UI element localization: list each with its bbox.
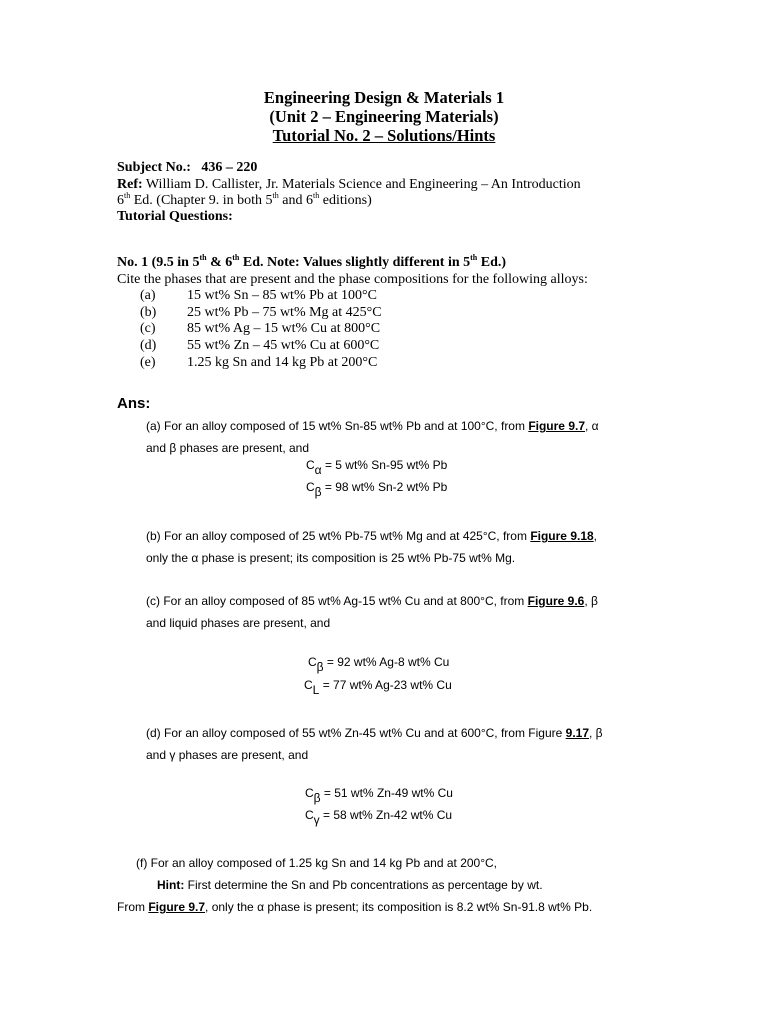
answer-a-line1: (a) For an alloy composed of 15 wt% Sn-85 wt% Pb and at 100°C, from Figure 9.7, α <box>146 419 599 433</box>
question-prompt: Cite the phases that are present and the phase compositions for the following alloys: <box>117 272 588 287</box>
question-item: (d) <box>140 338 157 353</box>
answer-b-line1: (b) For an alloy composed of 25 wt% Pb-75 wt% Mg and at 425°C, from Figure 9.18, <box>146 529 598 543</box>
subject-line: Subject No.: 436 – 220 <box>117 160 258 175</box>
question-heading: No. 1 (9.5 in 5th & 6th Ed. Note: Values slightly different in 5th Ed.) <box>117 253 507 270</box>
answer-d-equation-1: $C_\beta = 51$ wt% Zn-49 wt% Cu <box>305 786 453 805</box>
document-tutorial-title: Tutorial No. 2 – Solutions/Hints <box>272 126 496 145</box>
answer-c-line2: and liquid phases are present, and <box>146 616 331 630</box>
question-item-text: 25 wt% Pb – 75 wt% Mg at 425°C <box>187 305 382 320</box>
question-item-text: 55 wt% Zn – 45 wt% Cu at 600°C <box>187 338 380 353</box>
answer-c-equation-1: $C_\beta = 92$ wt% Ag-8 wt% Cu <box>308 655 450 674</box>
answer-c-equation-2: $C_L = 77$ wt% Ag-23 wt% Cu <box>304 678 452 697</box>
answer-f-line3: From Figure 9.7, only the α phase is present; its composition is 8.2 wt% Sn-91.8 wt% Pb. <box>117 900 593 914</box>
question-item: (a) <box>140 288 156 303</box>
question-item-text: 85 wt% Ag – 15 wt% Cu at 800°C <box>187 321 381 336</box>
answer-a-equation-2: $C_\beta = 98$ wt% Sn-2 wt% Pb <box>306 480 448 499</box>
answer-d-equation-2: $C_\gamma = 58$ wt% Zn-42 wt% Cu <box>305 808 453 827</box>
question-item: (c) <box>140 321 156 336</box>
question-item: (e) <box>140 355 156 370</box>
answer-d-line2: and γ phases are present, and <box>146 748 309 762</box>
question-item: (b) <box>140 305 157 320</box>
answer-c-line1: (c) For an alloy composed of 85 wt% Ag-15 wt% Cu and at 800°C, from Figure 9.6, β <box>146 594 598 608</box>
answer-f-line1: (f) For an alloy composed of 1.25 kg Sn and 14 kg Pb and at 200°C, <box>136 856 498 870</box>
answer-a-line2: and β phases are present, and <box>146 441 310 455</box>
question-item-text: 1.25 kg Sn and 14 kg Pb at 200°C <box>187 355 378 370</box>
answer-f-hint: Hint: First determine the Sn and Pb concentrations as percentage by wt. <box>157 878 543 892</box>
tutorial-questions-label: Tutorial Questions: <box>117 209 233 224</box>
document-title: Engineering Design & Materials 1 <box>263 88 505 107</box>
answer-b-line2: only the α phase is present; its composition is 25 wt% Pb-75 wt% Mg. <box>146 551 516 565</box>
document-subtitle: (Unit 2 – Engineering Materials) <box>269 107 499 126</box>
question-item-text: 15 wt% Sn – 85 wt% Pb at 100°C <box>187 288 377 303</box>
answers-heading: Ans: <box>117 395 151 412</box>
reference-line-2: 6th Ed. (Chapter 9. in both 5th and 6th editions) <box>117 191 372 208</box>
answer-a-equation-1: $C_\alpha = 5$ wt% Sn-95 wt% Pb <box>306 458 448 477</box>
reference-line: Ref: William D. Callister, Jr. Materials Science and Engineering – An Introduction <box>117 177 581 192</box>
answer-d-line1: (d) For an alloy composed of 55 wt% Zn-45 wt% Cu and at 600°C, from Figure 9.17, β <box>146 726 603 740</box>
